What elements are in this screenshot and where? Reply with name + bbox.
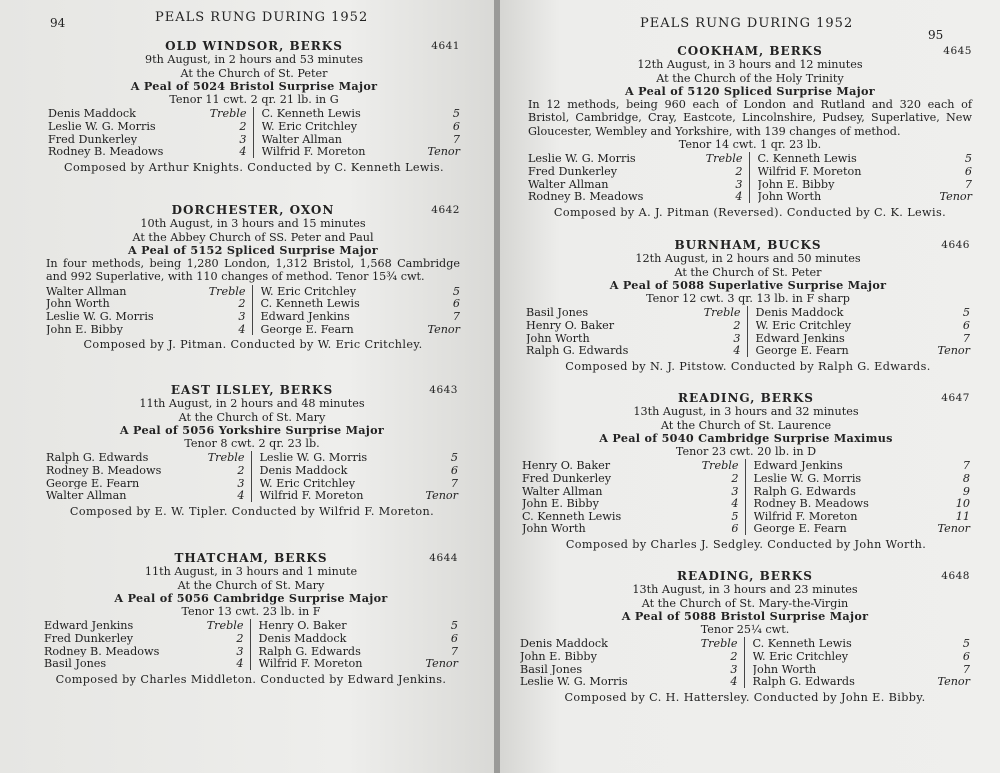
ringer-name: Denis Maddock (48, 107, 136, 121)
ringers-column (46, 451, 252, 501)
bell-number: 10 (955, 497, 970, 511)
ringer-name: John E. Bibby (522, 497, 599, 510)
running-head: PEALS RUNG DURING 1952 (640, 16, 854, 31)
peal-church: At the Church of St. Mary-the-Virgin (641, 596, 849, 610)
bell-number: Treble (703, 306, 741, 320)
ringer-row (753, 663, 971, 676)
ringer-name: Walter Allman (528, 177, 609, 191)
ringers-column (748, 306, 971, 356)
bell-number: 5 (964, 152, 972, 166)
bell-number: 7 (450, 644, 458, 658)
ringers-column (745, 637, 971, 687)
bell-number: 6 (731, 522, 739, 536)
ringer-row (520, 675, 738, 688)
peal-date: 13th August, in 3 hours and 32 minutes (633, 405, 859, 419)
peal-number: 4644 (429, 552, 458, 564)
peal-number: 4642 (431, 204, 460, 216)
peal-tenor: Tenor 11 cwt. 2 qr. 21 lb. in G (169, 93, 339, 107)
ringer-row (758, 165, 973, 178)
ringer-row (756, 344, 971, 357)
ringer-row (528, 152, 743, 165)
ringer-name: Basil Jones (44, 657, 107, 670)
peal-date: 12th August, in 3 hours and 12 minutes (637, 58, 863, 72)
peal-place: READING, BERKS (677, 569, 813, 583)
bell-number: 9 (962, 484, 970, 498)
bell-number: 4 (236, 657, 244, 671)
peal-composer-conductor: Composed by Charles Middleton. Conducted by Edward Jenkins. (55, 672, 447, 686)
bell-number: 3 (238, 309, 246, 323)
ringers-table (48, 107, 460, 157)
ringer-row (262, 120, 461, 133)
bell-number: 7 (450, 476, 458, 490)
bell-number: Treble (701, 459, 739, 473)
ringer-row (526, 344, 741, 357)
ringer-name: George E. Fearn (46, 476, 140, 490)
ringers-table (522, 459, 970, 535)
ringer-row (522, 510, 739, 523)
ringer-row (259, 645, 459, 658)
bell-number: Tenor (425, 489, 458, 503)
ringers-column (251, 619, 459, 669)
ringers-table (528, 152, 972, 202)
bell-number: 2 (733, 319, 741, 333)
peal-tenor: Tenor 14 cwt. 1 qr. 23 lb. (678, 138, 822, 152)
ringer-name: Basil Jones (520, 662, 583, 676)
ringer-row (758, 152, 973, 165)
bell-number: 6 (450, 464, 458, 478)
ringer-name: Fred Dunkerley (44, 632, 134, 645)
ringers-table (520, 637, 970, 687)
ringer-row (261, 297, 461, 310)
ringer-row (526, 319, 741, 332)
ringer-row (520, 663, 738, 676)
bell-number: 2 (237, 464, 245, 478)
ringer-name: Edward Jenkins (753, 459, 843, 473)
ringer-name: Basil Jones (526, 306, 589, 320)
ringer-row (262, 145, 461, 158)
peal-entry (528, 45, 972, 219)
peal-tenor: Tenor 13 cwt. 23 lb. in F (181, 605, 321, 619)
peal-church: At the Church of St. Mary (177, 578, 325, 592)
ringer-row (754, 497, 971, 510)
ringers-column (44, 619, 251, 669)
peal-composer-conductor: Composed by N. J. Pitstow. Conducted by Ralph G. Edwards. (565, 359, 931, 373)
bell-number: 5 (962, 637, 970, 651)
ringer-row (526, 332, 741, 345)
bell-number: Tenor (937, 522, 970, 536)
ringer-row (526, 306, 741, 319)
ringer-row (261, 310, 461, 323)
ringer-row (48, 133, 247, 146)
peal-date: 11th August, in 2 hours and 48 minutes (139, 397, 365, 411)
ringer-row (522, 472, 739, 485)
bell-number: 6 (450, 632, 458, 646)
bell-number: 5 (452, 284, 460, 298)
ringer-name: Edward Jenkins (44, 619, 134, 633)
peal-church: At the Church of St. Mary (178, 410, 326, 424)
ringer-row (261, 285, 461, 298)
peal-church: At the Church of the Holy Trinity (656, 71, 844, 85)
peal-date: 12th August, in 2 hours and 50 minutes (635, 252, 861, 266)
peal-number: 4648 (941, 570, 970, 582)
peal-place: DORCHESTER, OXON (171, 203, 335, 217)
ringer-row (260, 477, 459, 490)
ringer-row (522, 497, 739, 510)
ringer-name: Ralph G. Edwards (752, 675, 855, 688)
bell-number: 2 (731, 472, 739, 486)
bell-number: 4 (735, 190, 743, 204)
bell-number: 2 (239, 120, 247, 134)
ringer-name: Ralph G. Edwards (526, 344, 629, 357)
ringer-row (528, 165, 743, 178)
bell-number: 3 (731, 484, 739, 498)
bell-number: 7 (962, 331, 970, 345)
ringer-row (46, 285, 246, 298)
ringer-row (262, 107, 461, 120)
ringer-name: Rodney B. Meadows (48, 145, 164, 158)
ringer-row (259, 619, 459, 632)
peal-title: A Peal of 5040 Cambridge Surprise Maximus (599, 430, 893, 445)
ringer-name: Wilfrid F. Moreton (259, 489, 364, 502)
ringer-name: C. Kenneth Lewis (752, 637, 852, 651)
right-page (500, 0, 1000, 773)
peal-church: At the Church of St. Laurence (660, 418, 832, 432)
peal-church: At the Abbey Church of SS. Peter and Paul (132, 230, 374, 244)
bell-number: 6 (962, 650, 970, 664)
ringer-row (260, 451, 459, 464)
ringer-name: Ralph G. Edwards (258, 644, 361, 658)
bell-number: 4 (237, 489, 245, 503)
ringer-name: George E. Fearn (260, 322, 354, 336)
bell-number: 4 (731, 497, 739, 511)
ringer-name: Henry O. Baker (258, 619, 347, 633)
peal-church: At the Church of St. Peter (674, 265, 822, 279)
ringers-column (254, 107, 461, 157)
ringer-row (756, 332, 971, 345)
ringer-row (46, 477, 245, 490)
ringer-name: John Worth (522, 522, 586, 536)
ringer-name: Henry O. Baker (526, 319, 615, 332)
peal-entry (48, 40, 460, 174)
ringer-row (261, 323, 461, 336)
peal-number: 4647 (941, 392, 970, 404)
ringer-name: Wilfrid F. Moreton (261, 145, 366, 158)
peal-composer-conductor: Composed by Charles J. Sedgley. Conducted by John Worth. (565, 538, 927, 552)
ringers-table (44, 619, 458, 669)
ringer-name: Henry O. Baker (522, 459, 611, 473)
ringers-table (46, 285, 460, 335)
bell-number: 7 (452, 309, 460, 323)
ringer-name: W. Eric Critchley (259, 476, 356, 490)
bell-number: Treble (209, 107, 247, 121)
peal-entry (520, 570, 970, 704)
ringer-row (522, 459, 739, 472)
peal-composer-conductor: Composed by J. Pitman. Conducted by W. Eric Critchley. (83, 338, 423, 352)
ringer-row (520, 650, 738, 663)
peal-title: A Peal of 5152 Spliced Surprise Major (128, 242, 378, 257)
peal-title: A Peal of 5056 Cambridge Surprise Major (114, 590, 388, 605)
bell-number: Treble (208, 284, 246, 298)
bell-number: Treble (705, 152, 743, 166)
ringer-name: Leslie W. G. Morris (48, 120, 156, 133)
ringer-row (48, 107, 247, 120)
bell-number: 5 (450, 619, 458, 633)
ringer-row (754, 472, 971, 485)
bell-number: 3 (730, 662, 738, 676)
ringer-row (46, 464, 245, 477)
ringers-column (522, 459, 746, 535)
bell-number: 6 (964, 164, 972, 178)
peal-title: A Peal of 5088 Superlative Surprise Major (609, 277, 887, 292)
peal-place: EAST ILSLEY, BERKS (170, 383, 334, 397)
ringer-row (44, 645, 244, 658)
ringer-row (522, 522, 739, 535)
bell-number: 4 (730, 675, 738, 689)
ringer-name: Walter Allman (261, 132, 343, 146)
ringer-name: John Worth (526, 331, 590, 345)
peal-title: A Peal of 5024 Bristol Surprise Major (130, 78, 378, 93)
peal-methods: In four methods, being 1,280 London, 1,312 Bristol, 1,568 Cambridge and 992 Superlative, with 110 changes of method. Tenor 15¾ cwt. (46, 257, 460, 284)
peal-date: 11th August, in 3 hours and 1 minute (144, 565, 358, 579)
bell-number: 7 (962, 459, 970, 473)
peal-number: 4641 (431, 40, 460, 52)
bell-number: 2 (236, 632, 244, 646)
bell-number: 5 (962, 306, 970, 320)
ringer-name: W. Eric Critchley (752, 650, 849, 663)
bell-number: 7 (964, 177, 972, 191)
ringer-name: C. Kenneth Lewis (261, 107, 361, 121)
bell-number: Tenor (425, 657, 458, 671)
peal-composer-conductor: Composed by C. H. Hattersley. Conducted by John E. Bibby. (564, 690, 926, 704)
ringer-row (260, 464, 459, 477)
ringer-name: John E. Bibby (46, 322, 123, 336)
peal-entry (46, 384, 458, 518)
peal-entry (522, 392, 970, 551)
bell-number: 2 (735, 164, 743, 178)
ringer-row (528, 190, 743, 203)
peal-date: 9th August, in 2 hours and 53 minutes (144, 53, 364, 67)
ringer-name: Leslie W. G. Morris (528, 152, 636, 165)
peal-place: READING, BERKS (678, 391, 814, 405)
ringer-name: Wilfrid F. Moreton (757, 164, 862, 178)
peal-tenor: Tenor 25¼ cwt. (700, 623, 790, 637)
peal-methods: In 12 methods, being 960 each of London and Rutland and 320 each of Bristol, Cambridge, Cray, Eastcote, Lincolnshire, Pudsey, Superlative, New Gloucester, Wembley and Yorkshire, with 139 changes of method. (528, 98, 972, 138)
ringer-name: John Worth (46, 297, 110, 310)
ringer-row (758, 178, 973, 191)
ringer-name: George E. Fearn (753, 522, 847, 536)
ringers-column (520, 637, 745, 687)
ringer-row (44, 632, 244, 645)
ringer-name: Walter Allman (522, 484, 603, 498)
ringer-name: C. Kenneth Lewis (260, 297, 360, 310)
peal-number: 4643 (429, 384, 458, 396)
ringer-row (753, 650, 971, 663)
ringer-row (46, 489, 245, 502)
peal-tenor: Tenor 12 cwt. 3 qr. 13 lb. in F sharp (646, 292, 850, 306)
ringer-name: Denis Maddock (520, 637, 608, 651)
peal-place: COOKHAM, BERKS (677, 44, 823, 58)
peal-title: A Peal of 5088 Bristol Surprise Major (621, 608, 869, 623)
ringer-name: Rodney B. Meadows (753, 497, 869, 510)
bell-number: Tenor (937, 675, 970, 689)
peal-tenor: Tenor 23 cwt. 20 lb. in D (675, 445, 817, 459)
ringer-name: Walter Allman (46, 284, 127, 298)
ringer-name: Denis Maddock (258, 632, 347, 645)
ringer-name: Edward Jenkins (260, 309, 350, 323)
bell-number: Treble (700, 637, 738, 651)
ringer-name: Leslie W. G. Morris (259, 451, 368, 465)
ringer-name: Rodney B. Meadows (44, 644, 160, 658)
ringers-column (252, 451, 459, 501)
page-number: 94 (50, 16, 66, 30)
peal-date: 13th August, in 3 hours and 23 minutes (632, 583, 858, 597)
ringer-name: John E. Bibby (757, 177, 835, 191)
ringer-name: W. Eric Critchley (260, 284, 357, 298)
bell-number: Treble (207, 451, 245, 465)
ringer-row (44, 657, 244, 670)
page-number: 95 (928, 28, 944, 42)
ringer-name: Rodney B. Meadows (46, 464, 162, 477)
ringer-name: Walter Allman (46, 489, 127, 502)
bell-number: Tenor (427, 145, 460, 159)
ringer-name: W. Eric Critchley (261, 120, 358, 133)
bell-number: Treble (206, 619, 244, 633)
bell-number: 3 (735, 177, 743, 191)
ringer-row (262, 133, 461, 146)
peal-church: At the Church of St. Peter (180, 66, 328, 80)
bell-number: 5 (450, 451, 458, 465)
peal-place: BURNHAM, BUCKS (674, 238, 822, 252)
ringer-row (758, 190, 973, 203)
running-head: PEALS RUNG DURING 1952 (155, 10, 369, 25)
ringer-name: Fred Dunkerley (528, 164, 618, 178)
ringer-name: Ralph G. Edwards (46, 451, 149, 465)
ringer-name: Edward Jenkins (755, 331, 845, 345)
ringer-name: Leslie W. G. Morris (753, 472, 862, 485)
ringer-row (46, 451, 245, 464)
peal-entry (44, 552, 458, 686)
ringer-row (259, 657, 459, 670)
bell-number: 11 (955, 509, 970, 523)
ringer-name: W. Eric Critchley (755, 319, 852, 332)
ringer-row (754, 522, 971, 535)
bell-number: Tenor (427, 322, 460, 336)
ringer-row (754, 459, 971, 472)
ringer-row (44, 619, 244, 632)
ringer-name: Ralph G. Edwards (753, 484, 856, 498)
ringer-name: Fred Dunkerley (522, 472, 612, 485)
bell-number: 6 (452, 120, 460, 134)
peal-tenor: Tenor 8 cwt. 2 qr. 23 lb. (184, 437, 320, 451)
ringer-row (522, 485, 739, 498)
ringer-row (754, 485, 971, 498)
bell-number: 5 (731, 509, 739, 523)
peal-title: A Peal of 5120 Spliced Surprise Major (625, 83, 875, 98)
bell-number: 3 (733, 331, 741, 345)
ringer-row (48, 120, 247, 133)
bell-number: 3 (236, 644, 244, 658)
ringer-row (753, 637, 971, 650)
bell-number: 3 (239, 132, 247, 146)
ringers-column (746, 459, 971, 535)
bell-number: 7 (452, 132, 460, 146)
bell-number: 8 (962, 472, 970, 486)
ringer-name: John E. Bibby (520, 650, 597, 663)
ringers-table (526, 306, 970, 356)
bell-number: Tenor (937, 344, 970, 358)
bell-number: 2 (238, 297, 246, 311)
ringer-row (520, 637, 738, 650)
bell-number: Tenor (939, 190, 972, 204)
bell-number: 6 (452, 297, 460, 311)
ringer-name: C. Kenneth Lewis (522, 509, 622, 523)
ringer-name: Wilfrid F. Moreton (753, 509, 858, 523)
peal-composer-conductor: Composed by A. J. Pitman (Reversed). Conducted by C. K. Lewis. (553, 205, 947, 219)
ringer-row (46, 323, 246, 336)
ringer-row (259, 632, 459, 645)
bell-number: 6 (962, 319, 970, 333)
ringer-row (46, 310, 246, 323)
ringer-name: Rodney B. Meadows (528, 190, 644, 203)
bell-number: 4 (238, 322, 246, 336)
ringers-column (48, 107, 254, 157)
bell-number: 3 (237, 476, 245, 490)
bell-number: 4 (239, 145, 247, 159)
peal-number: 4645 (943, 45, 972, 57)
ringers-table (46, 451, 458, 501)
ringer-row (48, 145, 247, 158)
bell-number: 4 (733, 344, 741, 358)
ringers-column (750, 152, 973, 202)
peal-entry (46, 204, 460, 351)
ringer-row (528, 178, 743, 191)
peal-composer-conductor: Composed by Arthur Knights. Conducted by C. Kenneth Lewis. (64, 160, 444, 174)
ringer-name: C. Kenneth Lewis (757, 152, 857, 165)
ringer-row (46, 297, 246, 310)
ringer-name: John Worth (752, 662, 817, 676)
left-page (0, 0, 496, 773)
peal-composer-conductor: Composed by E. W. Tipler. Conducted by Wilfrid F. Moreton. (69, 504, 435, 518)
peal-title: A Peal of 5056 Yorkshire Surprise Major (119, 422, 385, 437)
ringers-column (46, 285, 253, 335)
ringer-name: Leslie W. G. Morris (46, 309, 154, 323)
peal-entry (526, 239, 970, 373)
peal-place: THATCHAM, BERKS (174, 551, 328, 565)
bell-number: 2 (730, 650, 738, 664)
ringer-row (753, 675, 971, 688)
ringer-name: George E. Fearn (755, 344, 849, 357)
ringer-name: Fred Dunkerley (48, 132, 138, 146)
ringer-row (260, 489, 459, 502)
ringer-row (754, 510, 971, 523)
ringer-name: Denis Maddock (755, 306, 844, 320)
ringers-column (528, 152, 750, 202)
ringer-name: Denis Maddock (259, 464, 348, 477)
bell-number: 5 (452, 107, 460, 121)
peal-date: 10th August, in 3 hours and 15 minutes (140, 217, 366, 231)
ringer-name: Leslie W. G. Morris (520, 675, 628, 688)
ringer-row (756, 306, 971, 319)
bell-number: 7 (962, 662, 970, 676)
ringer-name: Wilfrid F. Moreton (258, 657, 363, 670)
ringers-column (253, 285, 461, 335)
ringer-row (756, 319, 971, 332)
peal-place: OLD WINDSOR, BERKS (165, 39, 343, 53)
ringer-name: John Worth (757, 190, 822, 203)
ringers-column (526, 306, 748, 356)
peal-number: 4646 (941, 239, 970, 251)
